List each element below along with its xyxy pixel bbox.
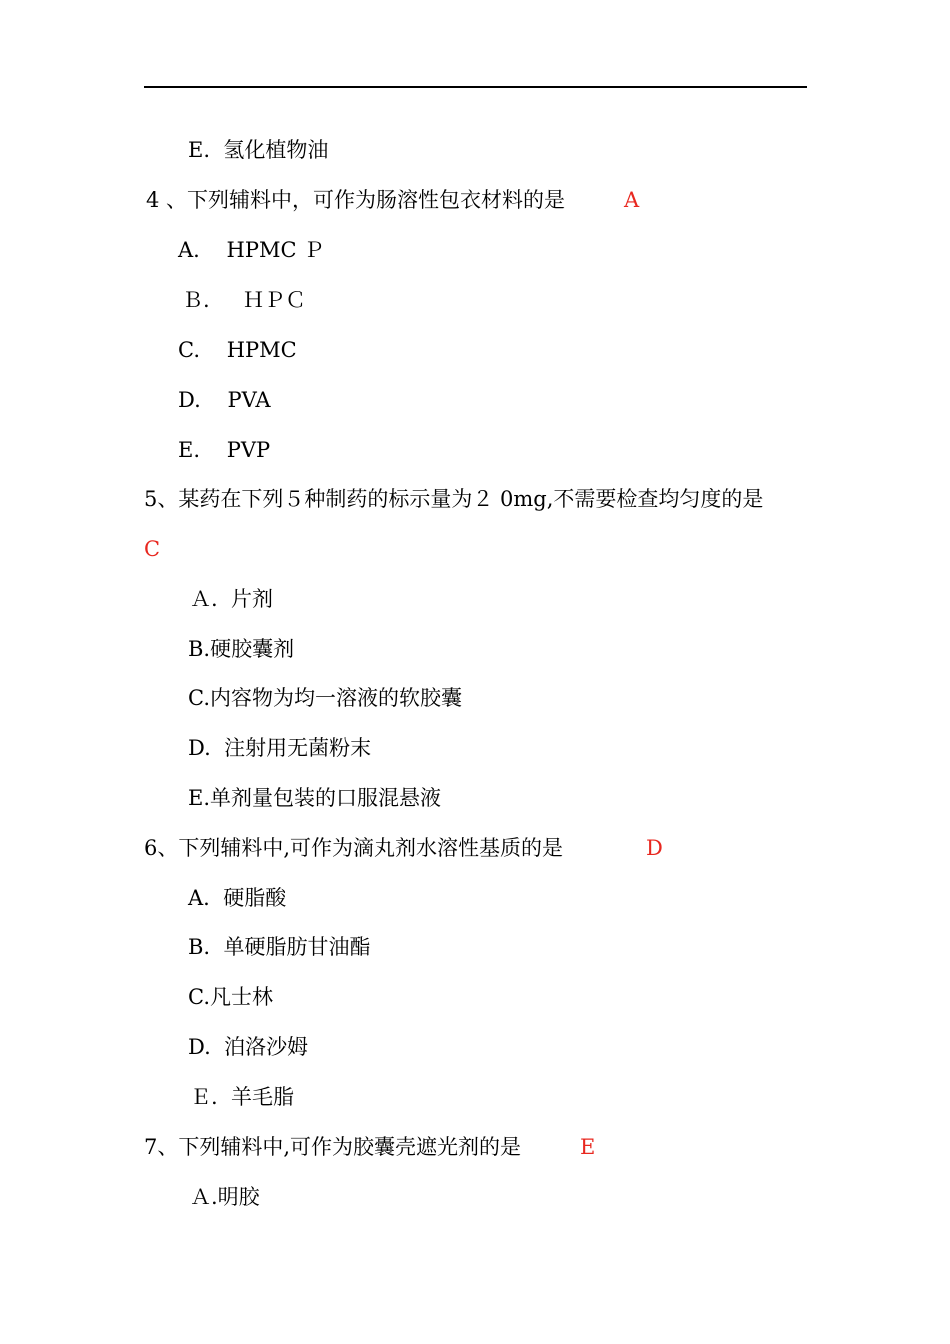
q6-option-a: A. 硬脂酸 — [188, 886, 287, 910]
q5-option-e: E.单剂量包装的口服混悬液 — [188, 786, 442, 810]
q6-option-c: C.凡士林 — [188, 985, 273, 1009]
q6-stem: 6、下列辅料中,可作为滴丸剂水溶性基质的是 — [144, 836, 564, 860]
q5-option-b: B.硬胶囊剂 — [188, 637, 295, 661]
q5-option-c: C.内容物为均一溶液的软胶囊 — [188, 686, 462, 710]
q4-option-a: A. HPMC Ｐ — [178, 238, 325, 262]
q4-option-e: E. PVP — [178, 438, 271, 462]
q4-option-b: Ｂ. ＨＰＣ — [182, 288, 307, 312]
q5-answer: C — [144, 537, 161, 561]
header-rule — [144, 86, 807, 88]
q4-option-d: D. PVA — [178, 388, 271, 412]
q6-option-b: B. 单硬脂肪甘油酯 — [188, 935, 371, 959]
q5-stem: 5、某药在下列５种制药的标示量为２ 0mg,不需要检查均匀度的是 — [144, 487, 764, 511]
q6-option-d: D. 泊洛沙姆 — [188, 1035, 309, 1059]
q5-option-a: Ａ. 片剂 — [190, 587, 274, 611]
q7-stem: 7、下列辅料中,可作为胶囊壳遮光剂的是 — [144, 1135, 522, 1159]
q6-answer: D — [646, 836, 663, 860]
q5-option-d: D. 注射用无菌粉末 — [188, 736, 372, 760]
q4-stem: 4 、下列辅料中，可作为肠溶性包衣材料的是 — [146, 188, 566, 212]
q3-option-e: E. 氢化植物油 — [188, 138, 329, 162]
q7-answer: E — [580, 1135, 596, 1159]
q4-option-c: C. HPMC — [178, 338, 297, 362]
q4-answer: A — [624, 188, 640, 212]
q6-option-e: Ｅ. 羊毛脂 — [190, 1085, 295, 1109]
q7-option-a: Ａ.明胶 — [190, 1185, 260, 1209]
